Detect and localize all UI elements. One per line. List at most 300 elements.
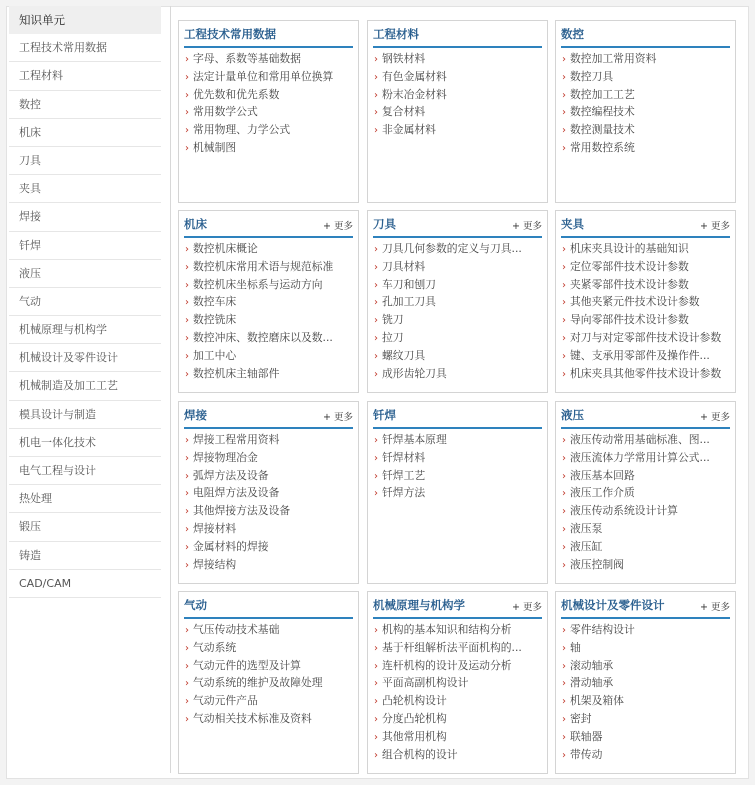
card-link-label: 钎焊基本原理	[382, 433, 447, 446]
card-link[interactable]	[562, 692, 731, 710]
card-link[interactable]	[562, 484, 731, 502]
card-link[interactable]	[374, 240, 543, 258]
arrow-icon: ›	[562, 89, 566, 101]
category-card	[178, 20, 359, 203]
arrow-icon: ›	[562, 559, 566, 571]
card-link-label: 液压传动常用基础标准、图...	[570, 433, 710, 446]
arrow-icon: ›	[374, 107, 378, 119]
sidebar-item[interactable]: 机械设计及零件设计	[9, 344, 161, 372]
card-link-label: 导向零部件技术设计参数	[570, 313, 689, 327]
card-link-label: 车刀和刨刀	[382, 277, 436, 291]
arrow-icon: ›	[185, 625, 189, 636]
card-link-label: 数控机床主轴部件	[193, 366, 280, 380]
card-link[interactable]	[185, 431, 354, 449]
card-link[interactable]	[185, 538, 354, 556]
card-link[interactable]	[185, 467, 354, 485]
card-link[interactable]	[374, 467, 543, 485]
sidebar-item[interactable]: 机电一体化技术	[9, 429, 161, 457]
card-link-label: 电阻焊方法及设备	[193, 486, 280, 500]
card-link-label: 有色金属材料	[382, 69, 447, 83]
arrow-icon: ›	[185, 261, 189, 273]
card-link[interactable]	[374, 431, 543, 449]
card-link-label: 定位零部件技术设计参数	[570, 259, 689, 273]
card-link[interactable]	[562, 86, 731, 104]
card-link-label: 液压工作介质	[570, 486, 635, 500]
card-link-label: 钢铁材料	[382, 52, 426, 65]
more-link[interactable]: + 更多	[700, 221, 730, 232]
more-link[interactable]: + 更多	[512, 602, 542, 613]
arrow-icon: ›	[374, 71, 378, 83]
sidebar-item[interactable]: 钎焊	[9, 232, 161, 260]
card-link-label: 滚动轴承	[570, 658, 614, 672]
arrow-icon: ›	[562, 523, 566, 535]
card-link[interactable]	[562, 240, 731, 258]
card-link-label: 焊接结构	[193, 557, 237, 571]
card-link-label: 零件结构设计	[570, 623, 635, 636]
sidebar-item[interactable]: 机械制造及加工工艺	[9, 372, 161, 400]
card-link[interactable]	[562, 728, 731, 746]
sidebar-item[interactable]: 锻压	[9, 513, 161, 541]
card-link-label: 带传动	[570, 747, 603, 761]
card-link[interactable]	[562, 139, 731, 157]
arrow-icon: ›	[562, 244, 566, 255]
arrow-icon: ›	[374, 452, 378, 464]
card-title[interactable]: 刀具	[373, 217, 396, 231]
arrow-icon: ›	[562, 261, 566, 273]
card-link[interactable]	[185, 276, 354, 294]
card-link[interactable]	[562, 329, 731, 347]
arrow-icon: ›	[374, 244, 378, 255]
card-link[interactable]	[562, 520, 731, 538]
card-link-label: 液压基本回路	[570, 468, 635, 482]
card-link-list	[556, 240, 735, 382]
arrow-icon: ›	[185, 244, 189, 255]
arrow-icon: ›	[562, 279, 566, 291]
arrow-icon: ›	[374, 713, 378, 725]
sidebar-item[interactable]: 刀具	[9, 147, 161, 175]
arrow-icon: ›	[185, 488, 189, 500]
category-card	[367, 20, 548, 203]
arrow-icon: ›	[374, 696, 378, 708]
card-link-label: 数控机床常用术语与规范标准	[193, 259, 334, 273]
card-link[interactable]	[562, 103, 731, 121]
card-link-label: 滑动轴承	[570, 676, 614, 690]
card-link[interactable]	[562, 710, 731, 728]
card-link[interactable]	[185, 692, 354, 710]
card-link[interactable]	[374, 365, 543, 383]
card-link-label: 复合材料	[382, 105, 426, 119]
card-link-label: 钎焊材料	[382, 450, 426, 464]
card-link-list	[368, 50, 547, 139]
arrow-icon: ›	[185, 435, 189, 446]
arrow-icon: ›	[562, 731, 566, 743]
card-link[interactable]	[374, 276, 543, 294]
arrow-icon: ›	[185, 541, 189, 553]
card-link[interactable]	[185, 520, 354, 538]
arrow-icon: ›	[374, 125, 378, 137]
card-link-label: 铣刀	[382, 313, 404, 327]
sidebar-item[interactable]: 热处理	[9, 485, 161, 513]
card-link[interactable]	[562, 556, 731, 574]
card-link-list	[556, 50, 735, 157]
more-link[interactable]: + 更多	[700, 602, 730, 613]
card-link-label: 液压控制阀	[570, 557, 624, 571]
card-link-label: 键、支承用零部件及操作件...	[570, 348, 710, 362]
arrow-icon: ›	[562, 142, 566, 154]
category-card	[178, 210, 359, 393]
card-link[interactable]	[562, 538, 731, 556]
more-link[interactable]: + 更多	[323, 412, 353, 423]
category-card	[555, 401, 736, 584]
category-card	[367, 401, 548, 584]
card-link-label: 其他常用机构	[382, 729, 447, 743]
card-link-label: 液压流体力学常用计算公式...	[570, 450, 710, 464]
card-link-label: 字母、系数等基础数据	[193, 52, 301, 65]
more-link[interactable]: + 更多	[323, 221, 353, 232]
arrow-icon: ›	[185, 297, 189, 309]
card-link[interactable]	[374, 710, 543, 728]
card-link[interactable]	[185, 311, 354, 329]
arrow-icon: ›	[374, 660, 378, 672]
card-link[interactable]	[185, 639, 354, 657]
card-link-label: 气动相关技术标准及资料	[193, 711, 312, 725]
sidebar-item[interactable]: 夹具	[9, 175, 161, 203]
card-link[interactable]	[185, 502, 354, 520]
sidebar-item[interactable]: 模具设计与制造	[9, 401, 161, 429]
card-link[interactable]	[185, 365, 354, 383]
category-card	[367, 591, 548, 774]
card-link-label: 数控机床坐标系与运动方向	[193, 277, 323, 291]
card-link-label: 刀具材料	[382, 259, 426, 273]
category-card	[555, 591, 736, 774]
more-link[interactable]: + 更多	[512, 221, 542, 232]
category-card	[178, 591, 359, 774]
card-link-list	[368, 431, 547, 502]
card-link[interactable]	[562, 746, 731, 764]
card-link-label: 焊接工程常用资料	[193, 433, 280, 446]
card-link[interactable]	[185, 710, 354, 728]
card-title[interactable]: 机械设计及零件设计	[561, 598, 665, 612]
card-link-label: 法定计量单位和常用单位换算	[193, 69, 334, 83]
card-link-label: 数控铣床	[193, 313, 237, 327]
arrow-icon: ›	[562, 470, 566, 482]
card-link-label: 其他焊接方法及设备	[193, 504, 291, 518]
card-link-label: 数控冲床、数控磨床以及数...	[193, 330, 333, 344]
arrow-icon: ›	[185, 678, 189, 690]
card-header	[184, 21, 353, 48]
arrow-icon: ›	[374, 54, 378, 65]
card-link-list	[556, 431, 735, 573]
card-link[interactable]	[374, 449, 543, 467]
card-link[interactable]	[374, 639, 543, 657]
card-link-label: 对刀与对定零部件技术设计参数	[570, 330, 722, 344]
card-link[interactable]	[185, 86, 354, 104]
card-title[interactable]: 机械原理与机构学	[373, 598, 465, 612]
arrow-icon: ›	[185, 368, 189, 380]
card-link-label: 轴	[570, 640, 581, 654]
card-link-label: 焊接物理冶金	[193, 450, 258, 464]
arrow-icon: ›	[562, 435, 566, 446]
card-link[interactable]	[185, 103, 354, 121]
card-title[interactable]: 钎焊	[373, 408, 396, 422]
card-link-list	[179, 50, 358, 157]
arrow-icon: ›	[562, 642, 566, 654]
card-link[interactable]	[374, 50, 543, 68]
card-title[interactable]: 数控	[561, 27, 584, 41]
arrow-icon: ›	[374, 89, 378, 101]
arrow-icon: ›	[562, 332, 566, 344]
arrow-icon: ›	[562, 71, 566, 83]
card-link[interactable]	[185, 556, 354, 574]
arrow-icon: ›	[185, 71, 189, 83]
arrow-icon: ›	[562, 368, 566, 380]
card-link-label: 金属材料的焊接	[193, 539, 269, 553]
card-link-label: 优先数和优先系数	[193, 87, 280, 101]
card-link[interactable]	[185, 329, 354, 347]
card-link-label: 常用数学公式	[193, 105, 258, 119]
card-link-label: 加工中心	[193, 348, 237, 362]
card-link[interactable]	[562, 449, 731, 467]
card-header	[184, 592, 353, 619]
card-link[interactable]	[374, 484, 543, 502]
card-link-list	[179, 621, 358, 728]
card-link[interactable]	[374, 329, 543, 347]
arrow-icon: ›	[185, 332, 189, 344]
card-link-label: 数控刀具	[570, 69, 614, 83]
card-header	[373, 21, 542, 48]
arrow-icon: ›	[562, 315, 566, 327]
card-link[interactable]	[562, 276, 731, 294]
card-link[interactable]	[374, 347, 543, 365]
card-link-label: 数控测量技术	[570, 123, 635, 137]
card-link[interactable]	[562, 258, 731, 276]
card-title[interactable]: 机床	[184, 217, 207, 231]
card-link[interactable]	[185, 347, 354, 365]
sidebar-item[interactable]: 电气工程与设计	[9, 457, 161, 485]
card-link-list	[179, 431, 358, 573]
card-link-list	[368, 621, 547, 763]
card-link[interactable]	[185, 484, 354, 502]
card-link[interactable]	[562, 674, 731, 692]
card-title[interactable]: 工程技术常用数据	[184, 27, 276, 41]
arrow-icon: ›	[562, 452, 566, 464]
sidebar-item[interactable]: 液压	[9, 260, 161, 288]
card-link[interactable]	[562, 502, 731, 520]
arrow-icon: ›	[185, 107, 189, 119]
card-link-label: 液压缸	[570, 539, 603, 553]
card-link-label: 密封	[570, 711, 592, 725]
card-link[interactable]	[185, 68, 354, 86]
card-link-label: 常用物理、力学公式	[193, 123, 291, 137]
sidebar-item[interactable]: 工程材料	[9, 62, 161, 90]
arrow-icon: ›	[374, 470, 378, 482]
card-link[interactable]	[185, 674, 354, 692]
arrow-icon: ›	[185, 559, 189, 571]
arrow-icon: ›	[374, 731, 378, 743]
arrow-icon: ›	[374, 435, 378, 446]
card-title[interactable]: 气动	[184, 598, 207, 612]
card-link[interactable]	[562, 657, 731, 675]
card-link[interactable]	[374, 258, 543, 276]
card-link[interactable]	[374, 746, 543, 764]
arrow-icon: ›	[185, 713, 189, 725]
arrow-icon: ›	[185, 660, 189, 672]
card-link-label: 孔加工刀具	[382, 295, 436, 309]
card-link-label: 其他夹紧元件技术设计参数	[570, 295, 700, 309]
card-header	[561, 592, 730, 619]
arrow-icon: ›	[185, 523, 189, 535]
card-link-label: 常用数控系统	[570, 140, 635, 154]
arrow-icon: ›	[562, 350, 566, 362]
card-link[interactable]	[562, 467, 731, 485]
arrow-icon: ›	[185, 125, 189, 137]
card-link-label: 机床夹具设计的基础知识	[570, 242, 689, 255]
card-link[interactable]	[374, 692, 543, 710]
card-link[interactable]	[562, 311, 731, 329]
card-link[interactable]	[562, 293, 731, 311]
card-link[interactable]	[562, 621, 731, 639]
arrow-icon: ›	[562, 660, 566, 672]
knowledge-unit-sidebar	[9, 6, 161, 598]
card-link[interactable]	[374, 86, 543, 104]
sidebar-item[interactable]: 工程技术常用数据	[9, 34, 161, 62]
arrow-icon: ›	[374, 261, 378, 273]
card-link[interactable]	[374, 657, 543, 675]
card-link[interactable]	[562, 639, 731, 657]
card-link-label: 数控机床概论	[193, 242, 258, 255]
sidebar-item[interactable]: 气动	[9, 288, 161, 316]
arrow-icon: ›	[374, 315, 378, 327]
sidebar-item[interactable]: CAD/CAM	[9, 570, 161, 598]
card-link-list	[179, 240, 358, 382]
card-link-label: 夹紧零部件技术设计参数	[570, 277, 689, 291]
card-link[interactable]	[562, 50, 731, 68]
arrow-icon: ›	[185, 54, 189, 65]
card-header	[184, 211, 353, 238]
card-link-label: 联轴器	[570, 729, 603, 743]
card-link-label: 弧焊方法及设备	[193, 468, 269, 482]
arrow-icon: ›	[374, 332, 378, 344]
card-link[interactable]	[562, 121, 731, 139]
arrow-icon: ›	[562, 54, 566, 65]
card-link-label: 数控加工工艺	[570, 87, 635, 101]
arrow-icon: ›	[374, 297, 378, 309]
arrow-icon: ›	[374, 368, 378, 380]
card-link-label: 数控车床	[193, 295, 237, 309]
card-link-label: 钎焊方法	[382, 486, 426, 500]
card-header	[184, 402, 353, 429]
arrow-icon: ›	[374, 279, 378, 291]
card-link[interactable]	[185, 293, 354, 311]
card-link[interactable]	[562, 431, 731, 449]
card-link-label: 机床夹具其他零件技术设计参数	[570, 366, 722, 380]
arrow-icon: ›	[562, 107, 566, 119]
card-link-label: 机械制图	[193, 140, 237, 154]
arrow-icon: ›	[374, 642, 378, 654]
card-header	[561, 211, 730, 238]
card-link-label: 粉末冶金材料	[382, 87, 447, 101]
card-link[interactable]	[185, 449, 354, 467]
card-header	[373, 402, 542, 429]
card-link[interactable]	[562, 68, 731, 86]
card-link[interactable]	[185, 621, 354, 639]
card-link-label: 数控编程技术	[570, 105, 635, 119]
sidebar-item[interactable]: 数控	[9, 91, 161, 119]
arrow-icon: ›	[562, 713, 566, 725]
card-link[interactable]	[562, 365, 731, 383]
arrow-icon: ›	[374, 350, 378, 362]
card-link-label: 机架及箱体	[570, 694, 624, 708]
card-link[interactable]	[374, 311, 543, 329]
card-link[interactable]	[185, 139, 354, 157]
arrow-icon: ›	[562, 125, 566, 137]
arrow-icon: ›	[562, 749, 566, 761]
more-link[interactable]: + 更多	[700, 412, 730, 423]
sidebar-item[interactable]: 焊接	[9, 203, 161, 231]
arrow-icon: ›	[374, 749, 378, 761]
card-link[interactable]	[374, 68, 543, 86]
arrow-icon: ›	[374, 678, 378, 690]
card-header	[561, 21, 730, 48]
arrow-icon: ›	[185, 142, 189, 154]
card-title[interactable]: 液压	[561, 408, 584, 422]
arrow-icon: ›	[562, 541, 566, 553]
category-card	[178, 401, 359, 584]
arrow-icon: ›	[562, 696, 566, 708]
arrow-icon: ›	[185, 642, 189, 654]
card-link[interactable]	[562, 347, 731, 365]
arrow-icon: ›	[562, 506, 566, 518]
sidebar-item[interactable]: 机床	[9, 119, 161, 147]
arrow-icon: ›	[562, 297, 566, 309]
card-link[interactable]	[185, 50, 354, 68]
category-card	[367, 210, 548, 393]
card-link-label: 连杆机构的设计及运动分析	[382, 658, 512, 672]
card-link-label: 凸轮机构设计	[382, 694, 447, 708]
arrow-icon: ›	[185, 315, 189, 327]
category-card	[555, 210, 736, 393]
sidebar-item[interactable]: 铸造	[9, 542, 161, 570]
card-link[interactable]	[374, 728, 543, 746]
card-link[interactable]	[185, 258, 354, 276]
arrow-icon: ›	[374, 488, 378, 500]
card-title[interactable]: 焊接	[184, 408, 207, 422]
card-link[interactable]	[374, 621, 543, 639]
card-link[interactable]	[374, 103, 543, 121]
card-link[interactable]	[185, 657, 354, 675]
card-link[interactable]	[374, 293, 543, 311]
card-link-label: 焊接材料	[193, 521, 237, 535]
sidebar-header: 知识单元	[9, 6, 161, 34]
card-link[interactable]	[374, 674, 543, 692]
card-title[interactable]: 夹具	[561, 217, 584, 231]
card-link-label: 气动系统的维护及故障处理	[193, 676, 323, 690]
divider	[170, 6, 171, 773]
card-link-list	[368, 240, 547, 382]
arrow-icon: ›	[562, 625, 566, 636]
card-title[interactable]: 工程材料	[373, 27, 419, 41]
card-link-list	[556, 621, 735, 763]
card-link[interactable]	[185, 121, 354, 139]
card-link[interactable]	[185, 240, 354, 258]
card-link-label: 组合机构的设计	[382, 747, 458, 761]
sidebar-item[interactable]: 机械原理与机构学	[9, 316, 161, 344]
card-link-label: 基于杆组解析法平面机构的...	[382, 640, 522, 654]
card-link-label: 螺纹刀具	[382, 348, 426, 362]
card-link-label: 平面高副机构设计	[382, 676, 469, 690]
card-link-label: 钎焊工艺	[382, 468, 426, 482]
card-link[interactable]	[374, 121, 543, 139]
